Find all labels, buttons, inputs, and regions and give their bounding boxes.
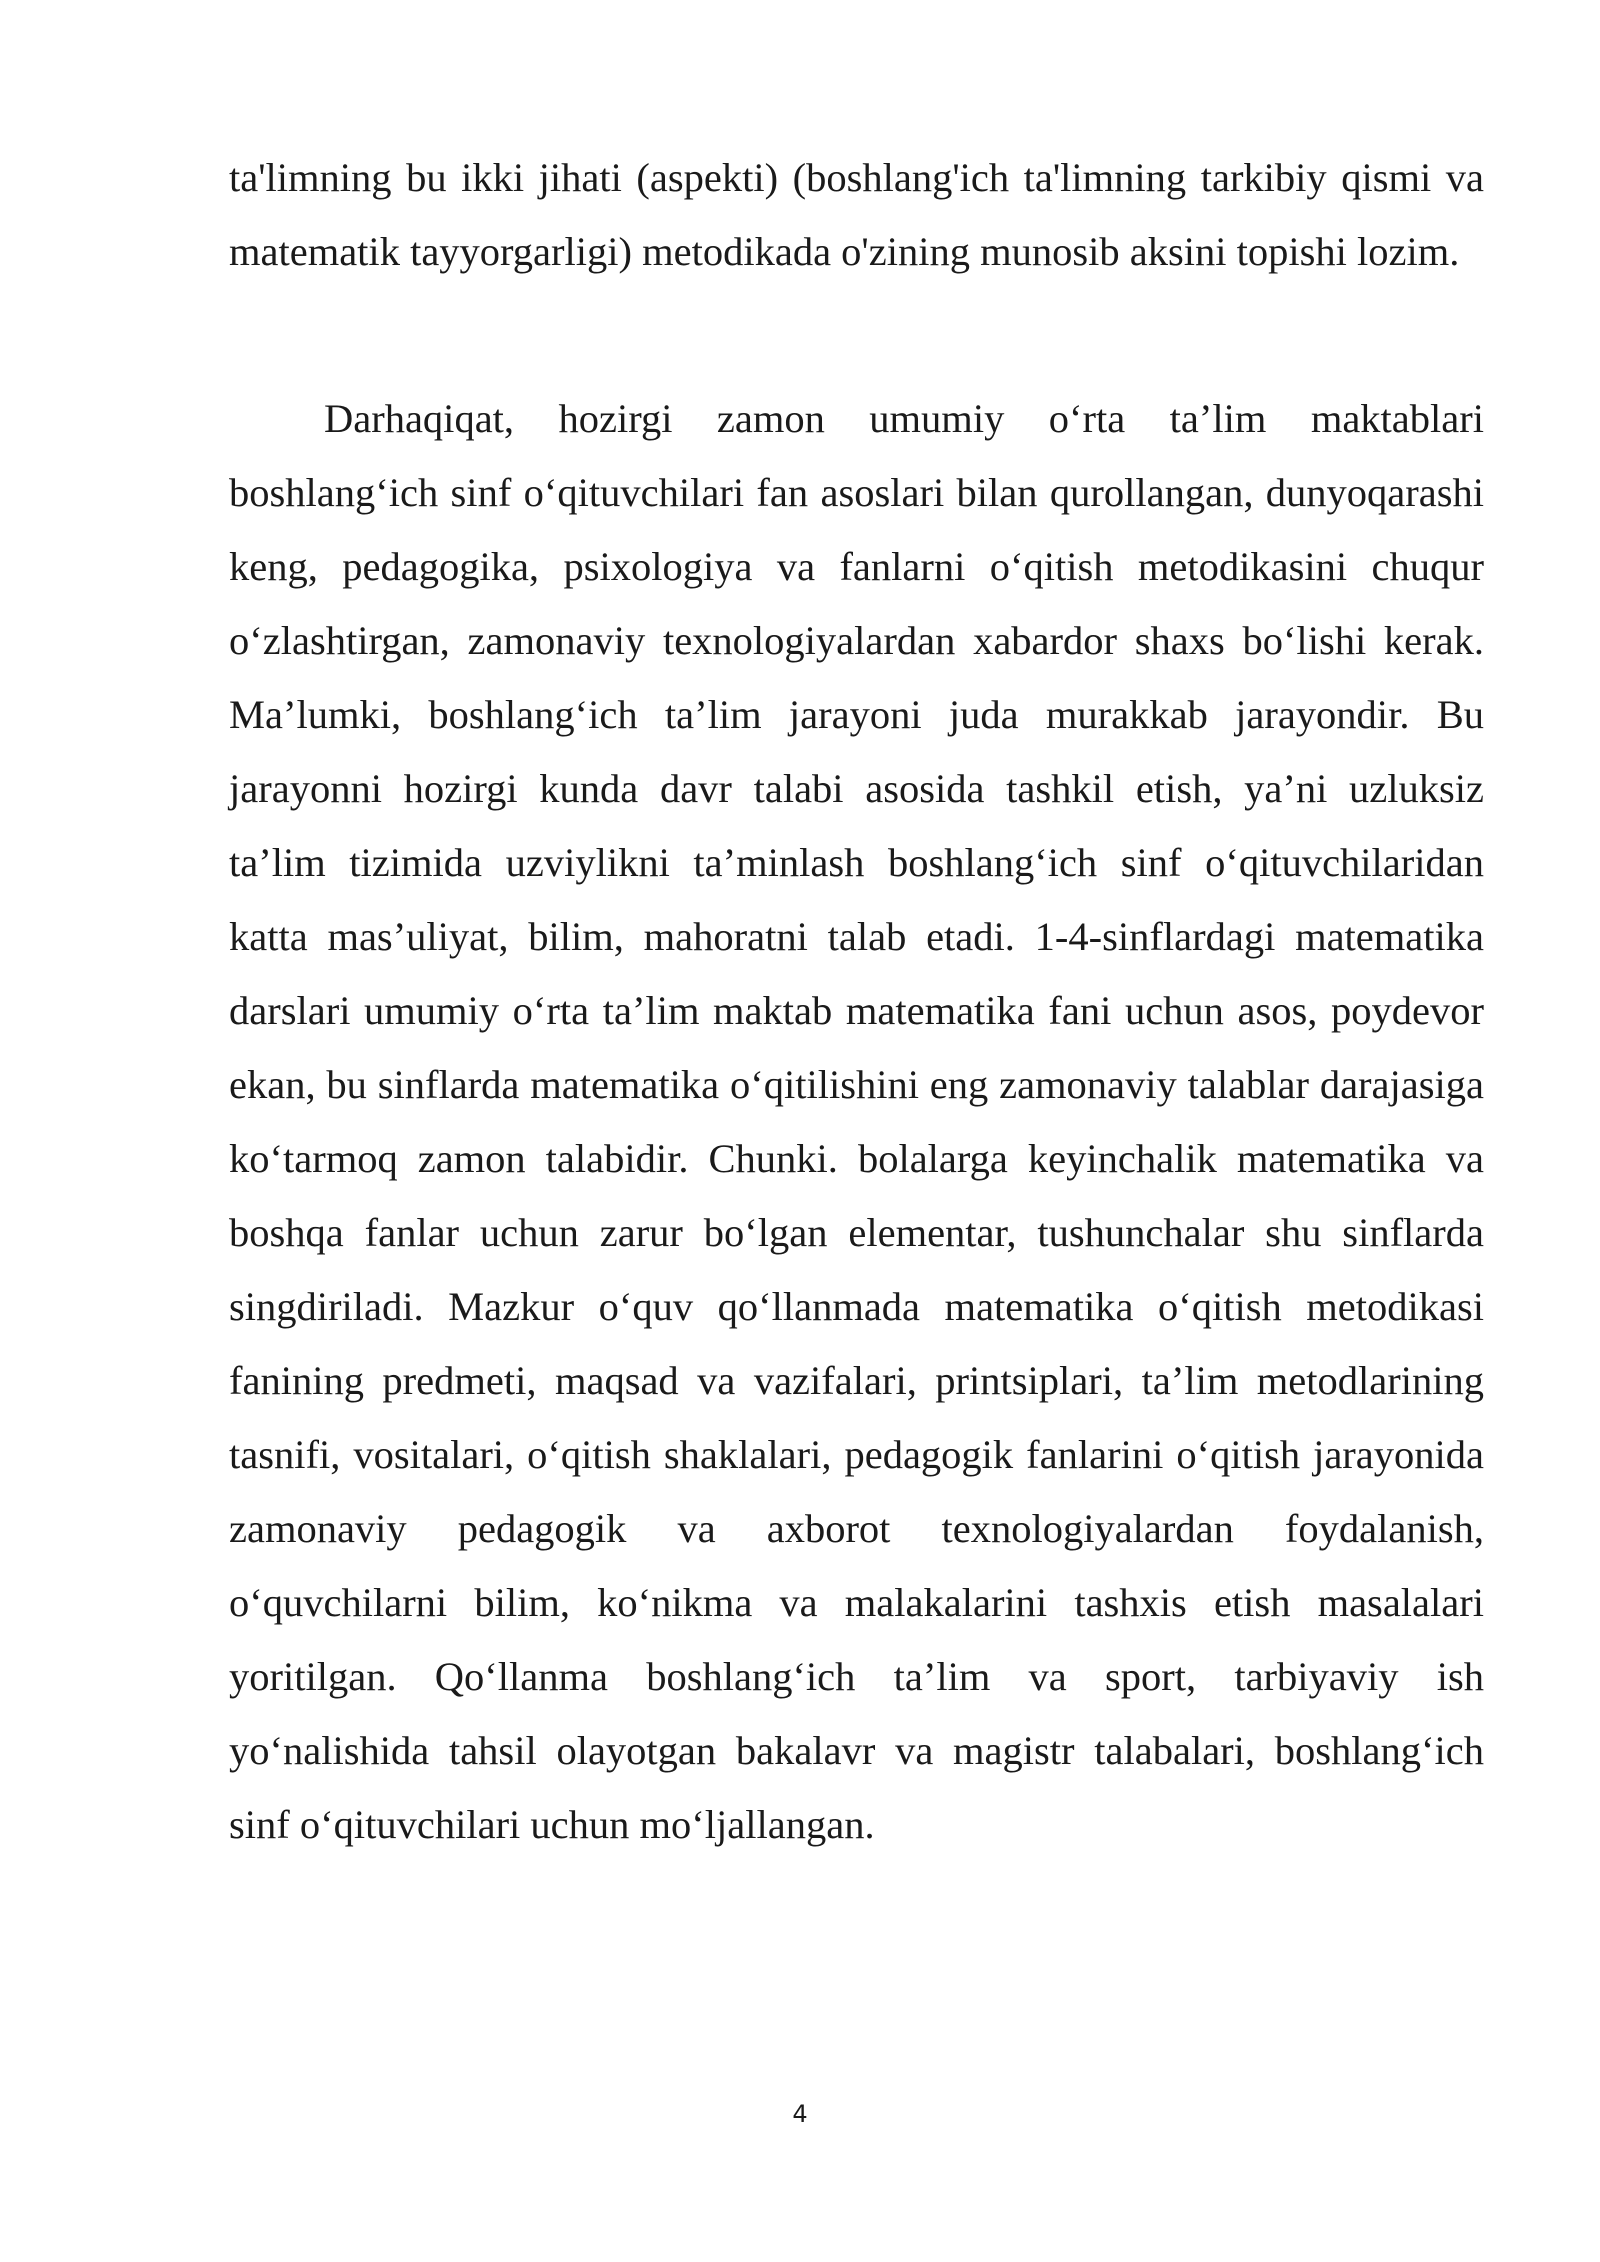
paragraph-main: Darhaqiqat, hozirgi zamon umumiy o‘rta ta’lim maktablari boshlang‘ich sinf o‘qituvchilari fan asoslari bilan qurollangan, dunyoqarashi keng, pedagogika, psixologiya va fanlarni o‘qitish metodikasini chuqur o‘zlashtirgan, zamonaviy texnologiyalardan xabardor shaxs bo‘lishi kerak. Ma’lumki, boshlang‘ich ta’lim jarayoni juda murakkab jarayondir. Bu jarayonni hozirgi kunda davr talabi asosida tashkil etish, ya’ni uzluksiz ta’lim tizimida uzviylikni ta’minlash boshlang‘ich sinf o‘qituvchilaridan katta mas’uliyat, bilim, mahoratni talab etadi. 1-4-sinflardagi matematika darslari umumiy o‘rta ta’lim maktab matematika fani uchun asos, poydevor ekan, bu sinflarda matematika o‘qitilishini eng zamonaviy talablar darajasiga ko‘tarmoq zamon talabidir. Chunki. bolalarga keyinchalik matematika va boshqa fanlar uchun zarur bo‘lgan elementar, tushunchalar shu sinflarda singdiriladi. Mazkur o‘quv qo‘llanmada matematika o‘qitish metodikasi fanining predmeti, maqsad va vazifalari, printsiplari, ta’lim metodlarining tasnifi, vositalari, o‘qitish shaklalari, pedagogik fanlarini o‘qitish jarayonida zamonaviy pedagogik va axborot texnologiyalardan foydalanish, o‘quvchilarni bilim, ko‘nikma va malakalarini tashxis etish masalalari yoritilgan. Qo‘llanma boshlang‘ich ta’lim va sport, tarbiyaviy ish yo‘nalishida tahsil olayotgan bakalavr va magistr talabalari, boshlang‘ich sinf o‘qituvchilari uchun mo‘ljallangan. (229, 396, 1484, 1847)
page-number: 4 (792, 2100, 808, 2128)
paragraph-continuation: ta'limning bu ikki jihati (aspekti) (boshlang'ich ta'limning tarkibiy qismi va matematik tayyorgarligi) metodikada o'zining munosib aksini topishi lozim. (229, 155, 1484, 274)
